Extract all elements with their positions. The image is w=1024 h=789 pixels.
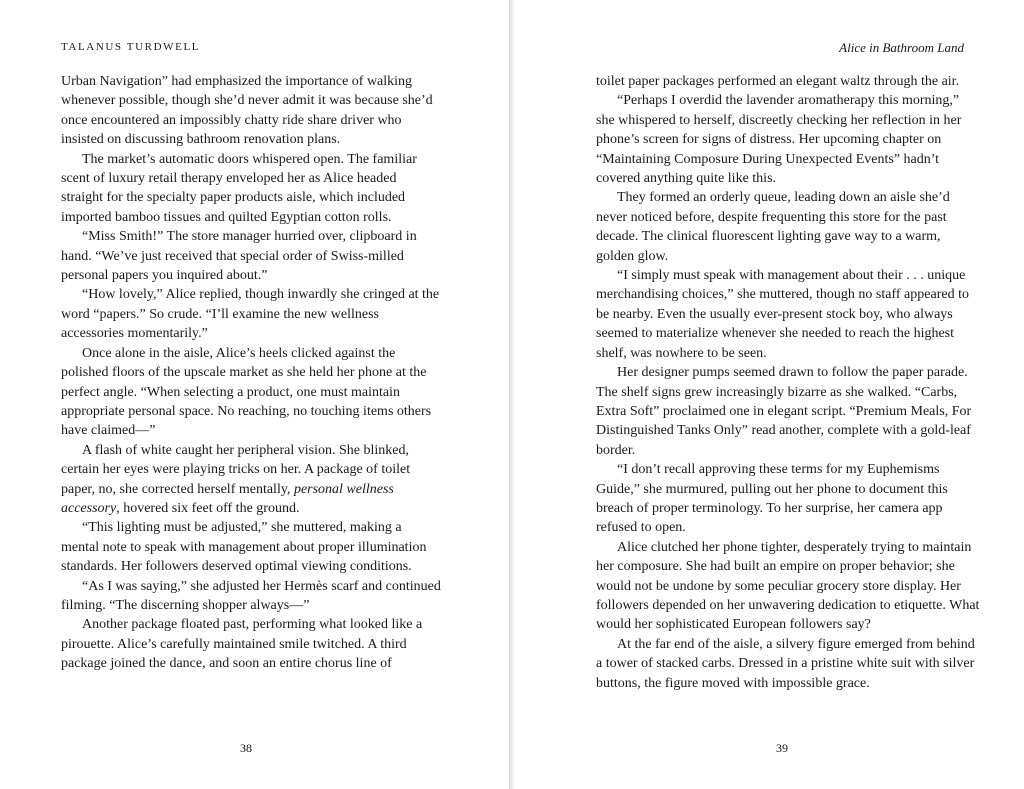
paragraph: They formed an orderly queue, leading down an aisle she’d never noticed before, despite frequenting this store for the past decade. The clinical fluorescent lighting gave way to a warm, golden glow.: [596, 190, 950, 264]
paragraph: “How lovely,” Alice replied, though inwardly she cringed at the word “papers.” So crude. “I’ll examine the new wellness accessories momentarily.”: [61, 287, 440, 342]
paragraph-text-before: A flash of white caught her peripheral vision. She blinked, certain her eyes were playing tricks on her. A package of toilet paper, no, she corrected herself mentally,: [61, 442, 411, 497]
left-page: [0, 0, 510, 789]
paragraph: “I simply must speak with management about their . . . unique merchandising choices,” she muttered, though no staff appeared to be nearby. Even the usually ever-present stock boy, who always seemed to materialize whenever she needed to reach the highest shelf, was nowhere to be seen.: [596, 268, 969, 361]
paragraph: Alice clutched her phone tighter, desperately trying to maintain her composure. She had built an empire on proper behavior; she would not be undone by some peculiar grocery store display. Her followers depended on her unwavering dedication to etiquette. What would her sophisticated European followers say?: [596, 539, 980, 633]
paragraph: Urban Navigation” had emphasized the importance of walking whenever possible, though she’d never admit it was because she’d once encountered an impossibly chatty ride share driver who insisted on discussing bathroom renovation plans.: [61, 74, 433, 148]
left-page-body: [61, 72, 441, 674]
paragraph: “This lighting must be adjusted,” she muttered, making a mental note to speak with management about proper illumination standards. Her followers deserved optimal viewing conditions.: [61, 520, 427, 575]
paragraph: Her designer pumps seemed drawn to follow the paper parade. The shelf signs grew increasingly bizarre as she walked. “Carbs, Extra Soft” proclaimed one in elegant script. “Premium Meals, For Distinguished Tanks Only” read another, complete with a gold-leaf border.: [596, 365, 972, 458]
running-head-title: Alice in Bathroom Land: [839, 40, 964, 55]
page-number-right: 39: [776, 741, 788, 755]
paragraph: The market’s automatic doors whispered open. The familiar scent of luxury retail therapy enveloped her as Alice headed straight for the specialty paper products aisle, which included imported bamboo tissues and quilted Egyptian cotton rolls.: [61, 151, 417, 225]
paragraph: “Perhaps I overdid the lavender aromatherapy this morning,” she whispered to herself, discreetly checking her reflection in her phone’s screen for signs of distress. Her upcoming chapter on “Maintaining Composure During Unexpected Events” hadn’t covered anything quite like this.: [596, 93, 962, 187]
paragraph: Once alone in the aisle, Alice’s heels clicked against the polished floors of the upscale market as she held her phone at the perfect angle. “When selecting a product, one must maintain appropriate personal space. No reaching, no touching items others have claimed—”: [61, 345, 432, 439]
paragraph: “As I was saying,” she adjusted her Hermès scarf and continued filming. “The discerning shopper always—”: [61, 578, 441, 613]
paragraph-with-italic: [61, 441, 441, 519]
paragraph-italic-phrase: personal wellness accessory: [61, 481, 394, 516]
paragraph: “I don’t recall approving these terms for my Euphemisms Guide,” she murmured, pulling out her phone to document this breach of proper terminology. To her surprise, her camera app refused to open.: [596, 462, 948, 536]
right-page: [514, 0, 1024, 789]
page-number-left: 38: [240, 741, 252, 755]
paragraph: Another package floated past, performing what looked like a pirouette. Alice’s carefully maintained smile twitched. A third package joined the dance, and soon an entire chorus line of: [61, 617, 423, 672]
running-head-author: TALANUS TURDWELL: [61, 41, 201, 53]
right-page-body: [596, 72, 981, 693]
paragraph: toilet paper packages performed an elegant waltz through the air.: [596, 74, 960, 89]
paragraph: “Miss Smith!” The store manager hurried over, clipboard in hand. “We’ve just received that special order of Swiss-milled personal papers you inquired about.”: [61, 229, 417, 284]
paragraph: At the far end of the aisle, a silvery figure emerged from behind a tower of stacked carbs. Dressed in a pristine white suit with silver buttons, the figure moved with impossible grace.: [596, 636, 975, 691]
paragraph-text-after: , hovered six feet off the ground.: [116, 500, 300, 516]
